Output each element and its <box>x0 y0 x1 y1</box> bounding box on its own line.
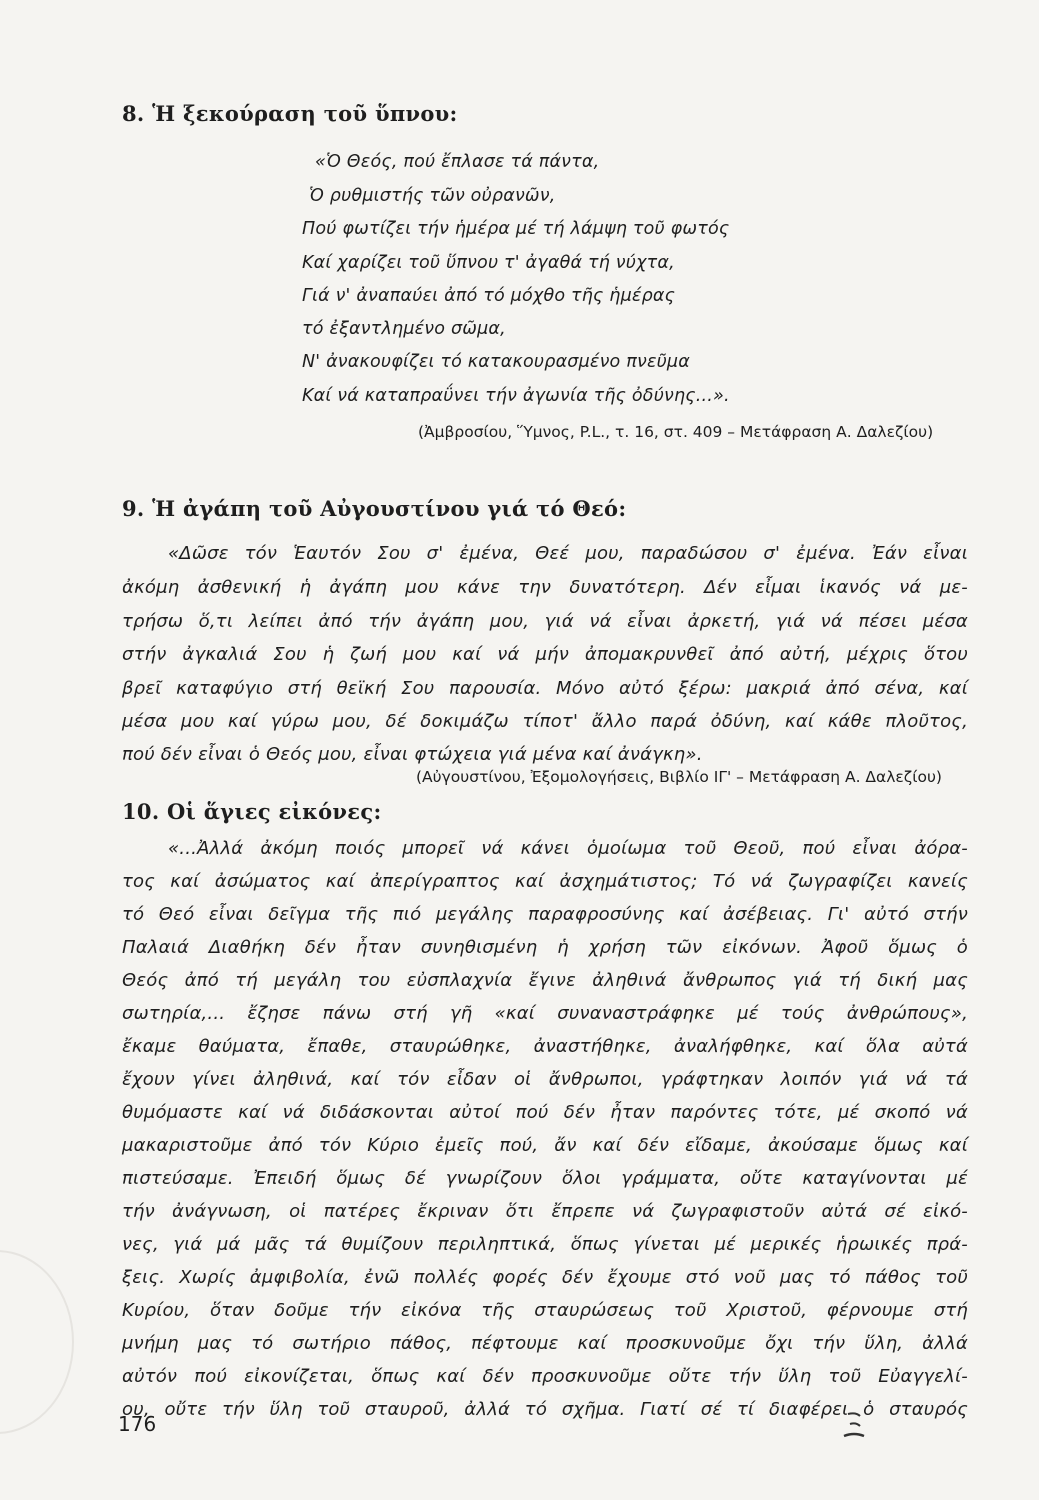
section-10-line-16: μνήμη μας τό σωτήριο πάθος, πέφτουμε καί προσκυνοῦμε ὄχι τήν ὕλη, ἀλλά <box>122 1333 968 1354</box>
section-10-line-13: νες, γιά μά μᾶς τά θυμίζουν περιληπτικά, ὅπως γίνεται μέ μερικές ἡρωικές πρά- <box>122 1234 968 1255</box>
section-10-line-15: Κυρίου, ὅταν δοῦμε τήν εἰκόνα τῆς σταυρώσεως τοῦ Χριστοῦ, φέρνουμε στή <box>122 1300 968 1321</box>
section-10-line-5: Θεός ἀπό τή μεγάλη του εὐσπλαχνία ἔγινε ἀληθινά ἄνθρωπος γιά τή δική μας <box>122 970 968 991</box>
section-10-heading: 10. Οἱ ἅγιες εἰκόνες: <box>122 799 382 824</box>
section-9-line-1: «Δῶσε τόν Ἑαυτόν Σου σ' ἐμένα, Θεέ μου, παραδώσου σ' ἐμένα. Ἐάν εἶναι <box>168 543 968 564</box>
section-10-line-18: ου, οὔτε τήν ὕλη τοῦ σταυροῦ, ἀλλά τό σχῆμα. Γιατί σέ τί διαφέρει ὁ σταυρός <box>122 1399 968 1420</box>
section-10-line-17: αὐτόν πού εἰκονίζεται, ὅπως καί δέν προσκυνοῦμε οὔτε τήν ὕλη τοῦ Εὐαγγελί- <box>122 1366 968 1387</box>
section-9-line-4: στήν ἀγκαλιά Σου ἡ ζωή μου καί νά μήν ἀπομακρυνθεῖ ἀπό αὐτή, μέχρις ὅτου <box>122 644 968 665</box>
poem-line-8: Καί νά καταπραΰνει τήν ἀγωνία τῆς ὀδύνης...». <box>302 386 730 406</box>
poem-line-4: Καί χαρίζει τοῦ ὕπνου τ' ἀγαθά τή νύχτα, <box>302 253 675 273</box>
poem-line-7: Ν' ἀνακουφίζει τό κατακουρασμένο πνεῦμα <box>302 352 690 372</box>
poem-line-6: τό ἐξαντλημένο σῶμα, <box>302 319 506 339</box>
section-10-line-12: τήν ἀνάγνωση, οἱ πατέρες ἔκριναν ὅτι ἔπρεπε νά ζωγραφιστοῦν αὐτά σέ εἰκό- <box>122 1201 968 1222</box>
section-10-line-4: Παλαιά Διαθήκη δέν ἦταν συνηθισμένη ἡ χρήση τῶν εἰκόνων. Ἀφοῦ ὅμως ὁ <box>122 937 968 958</box>
section-9-line-3: τρήσω ὅ,τι λείπει ἀπό τήν ἀγάπη μου, γιά νά εἶναι ἀρκετή, γιά νά πέσει μέσα <box>122 611 968 632</box>
section-10-line-14: ξεις. Χωρίς ἀμφιβολία, ἐνῶ πολλές φορές δέν ἔχουμε στό νοῦ μας τό πάθος τοῦ <box>122 1267 968 1288</box>
section-10-line-7: ἔκαμε θαύματα, ἔπαθε, σταυρώθηκε, ἀναστήθηκε, ἀναλήφθηκε, καί ὅλα αὐτά <box>122 1036 968 1057</box>
section-9-citation: (Αὐγουστίνου, Ἐξομολογήσεις, Βιβλίο ΙΓ' – Μετάφραση Α. Δαλεζίου) <box>416 768 942 786</box>
section-9-line-2: ἀκόμη ἀσθενική ἡ ἀγάπη μου κάνε την δυνατότερη. Δέν εἶμαι ἱκανός νά με- <box>122 577 968 598</box>
section-10-line-3: τό Θεό εἶναι δεῖγμα τῆς πιό μεγάλης παραφροσύνης καί ἀσέβειας. Γι' αὐτό στήν <box>122 904 968 925</box>
section-10-line-6: σωτηρία,... ἔζησε πάνω στή γῆ «καί συναναστράφηκε μέ τούς ἀνθρώπους», <box>122 1003 968 1024</box>
section-8-citation: (Ἀμβροσίου, Ὕμνος, P.L., τ. 16, στ. 409 – Μετάφραση Α. Δαλεζίου) <box>418 423 934 441</box>
section-10-line-2: τος καί ἀσώματος καί ἀπερίγραπτος καί ἀσχημάτιστος; Τό νά ζωγραφίζει κανείς <box>122 871 968 892</box>
poem-line-1: «Ὁ Θεός, πού ἔπλασε τά πάντα, <box>315 152 600 172</box>
printer-mark-icon <box>842 1410 866 1440</box>
poem-line-3: Πού φωτίζει τήν ἡμέρα μέ τή λάμψη τοῦ φωτός <box>302 219 730 239</box>
page-number: 176 <box>118 1412 157 1436</box>
section-9-line-7: πού δέν εἶναι ὁ Θεός μου, εἶναι φτώχεια γιά μένα καί ἀνάγκη». <box>122 744 703 765</box>
section-10-line-1: «...Ἀλλά ἀκόμη ποιός μπορεῖ νά κάνει ὁμοίωμα τοῦ Θεοῦ, πού εἶναι ἀόρα- <box>168 838 968 859</box>
section-10-line-9: θυμόμαστε καί νά διδάσκονται αὐτοί πού δέν ἦταν παρόντες τότε, μέ σκοπό νά <box>122 1102 968 1123</box>
section-9-heading: 9. Ἡ ἀγάπη τοῦ Αὐγουστίνου γιά τό Θεό: <box>122 496 627 521</box>
section-10-line-11: πιστεύσαμε. Ἐπειδή ὅμως δέ γνωρίζουν ὅλοι γράμματα, οὔτε καταγίνονται μέ <box>122 1168 968 1189</box>
poem-line-2: Ὁ ρυθμιστής τῶν οὐρανῶν, <box>309 186 556 206</box>
section-10-line-10: μακαριστοῦμε ἀπό τόν Κύριο ἐμεῖς πού, ἄν καί δέν εἴδαμε, ἀκούσαμε ὅμως καί <box>122 1135 968 1156</box>
section-9-line-6: μέσα μου καί γύρω μου, δέ δοκιμάζω τίποτ' ἄλλο παρά ὀδύνη, καί κάθε πλοῦτος, <box>122 711 968 732</box>
section-10-line-8: ἔχουν γίνει ἀληθινά, καί τόν εἶδαν οἱ ἄνθρωποι, γράφτηκαν λοιπόν γιά νά τά <box>122 1069 968 1090</box>
poem-line-5: Γιά ν' ἀναπαύει ἀπό τό μόχθο τῆς ἡμέρας <box>302 286 676 306</box>
section-8-heading: 8. Ἡ ξεκούραση τοῦ ὕπνου: <box>122 101 458 126</box>
section-9-line-5: βρεῖ καταφύγιο στή θεϊκή Σου παρουσία. Μόνο αὐτό ξέρω: μακριά ἀπό σένα, καί <box>122 678 968 699</box>
